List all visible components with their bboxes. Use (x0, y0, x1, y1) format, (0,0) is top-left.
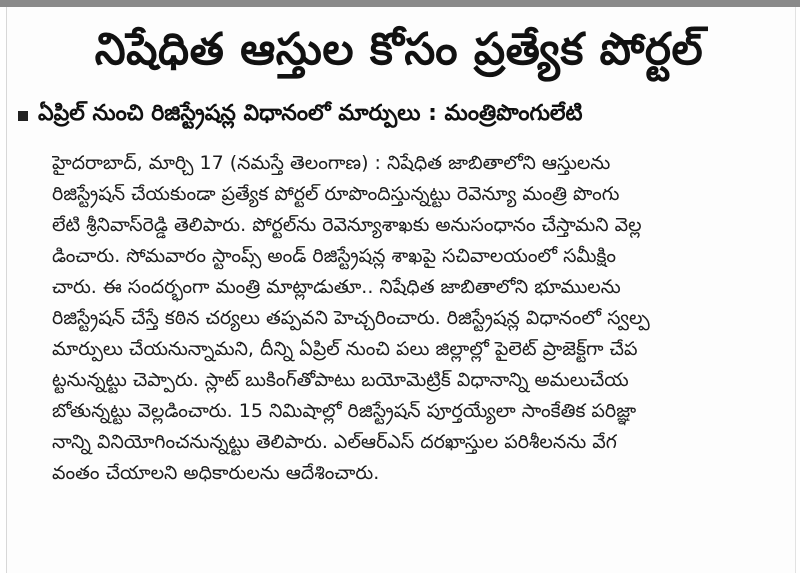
body-line: డించారు. సోమవారం స్టాంప్స్ అండ్ రిజిస్ట్రేషన్ల శాఖపై సచివాలయంలో సమీక్షిం (52, 245, 617, 267)
article-subheadline (12, 99, 784, 133)
body-line: బోతున్నట్టు వెల్లడించారు. 15 నిమిషాల్లో రిజిస్ట్రేషన్ పూర్తయ్యేలా సాంకేతిక పరిజ్ఞా (52, 400, 637, 422)
body-line: రిజిస్ట్రేషన్ చేస్తే కఠిన చర్యలు తప్పవని హెచ్చరించారు. రిజిస్ట్రేషన్ల విధానంలో స్వల్ప (52, 307, 650, 329)
body-line: నాన్ని వినియోగించనున్నట్టు తెలిపారు. ఎల్‌ఆర్‌ఎస్ దరఖాస్తుల పరిశీలనను వేగ (52, 431, 617, 453)
body-line: చారు. ఈ సందర్భంగా మంత్రి మాట్లాడుతూ.. నిషేధిత జాబితాలోని భూములను (52, 276, 621, 298)
article-body (52, 148, 787, 566)
body-line: రిజిస్ట్రేషన్ చేయకుండా ప్రత్యేక పోర్టల్ రూపొందిస్తున్నట్టు రెవెన్యూ మంత్రి పొంగు (52, 183, 620, 205)
body-line: మార్పులు చేయనున్నామని, దీన్ని ఏప్రిల్ నుంచి పలు జిల్లాల్లో పైలెట్ ప్రాజెక్ట్‌గా చేప (52, 338, 638, 360)
body-line: వంతం చేయాలని అధికారులను ఆదేశించారు. (52, 462, 380, 484)
top-border-bar (0, 0, 800, 7)
body-line: లేటి శ్రీనివాస్‌రెడ్డి తెలిపారు. పోర్టల్‌ను రెవెన్యూశాఖకు అనుసంధానం చేస్తామని వెల్ల (52, 214, 642, 236)
square-bullet-icon (18, 111, 28, 121)
subheadline-text: ఏప్రిల్ నుంచి రిజిస్ట్రేషన్ల విధానంలో మార్పులు : మంత్రిపొంగులేటి (38, 101, 583, 126)
body-line: హైదరాబాద్, మార్చి 17 (నమస్తే తెలంగాణ) : నిషేధిత జాబితాలోని ఆస్తులను (52, 152, 611, 174)
article-headline: నిషేధిత ఆస్తుల కోసం ప్రత్యేక పోర్టల్ (94, 24, 704, 75)
body-line: ట్టనున్నట్టు చెప్పారు. స్లాట్ బుకింగ్‌తోపాటు బయోమెట్రిక్ విధానాన్ని అమలుచేయ (52, 369, 629, 391)
